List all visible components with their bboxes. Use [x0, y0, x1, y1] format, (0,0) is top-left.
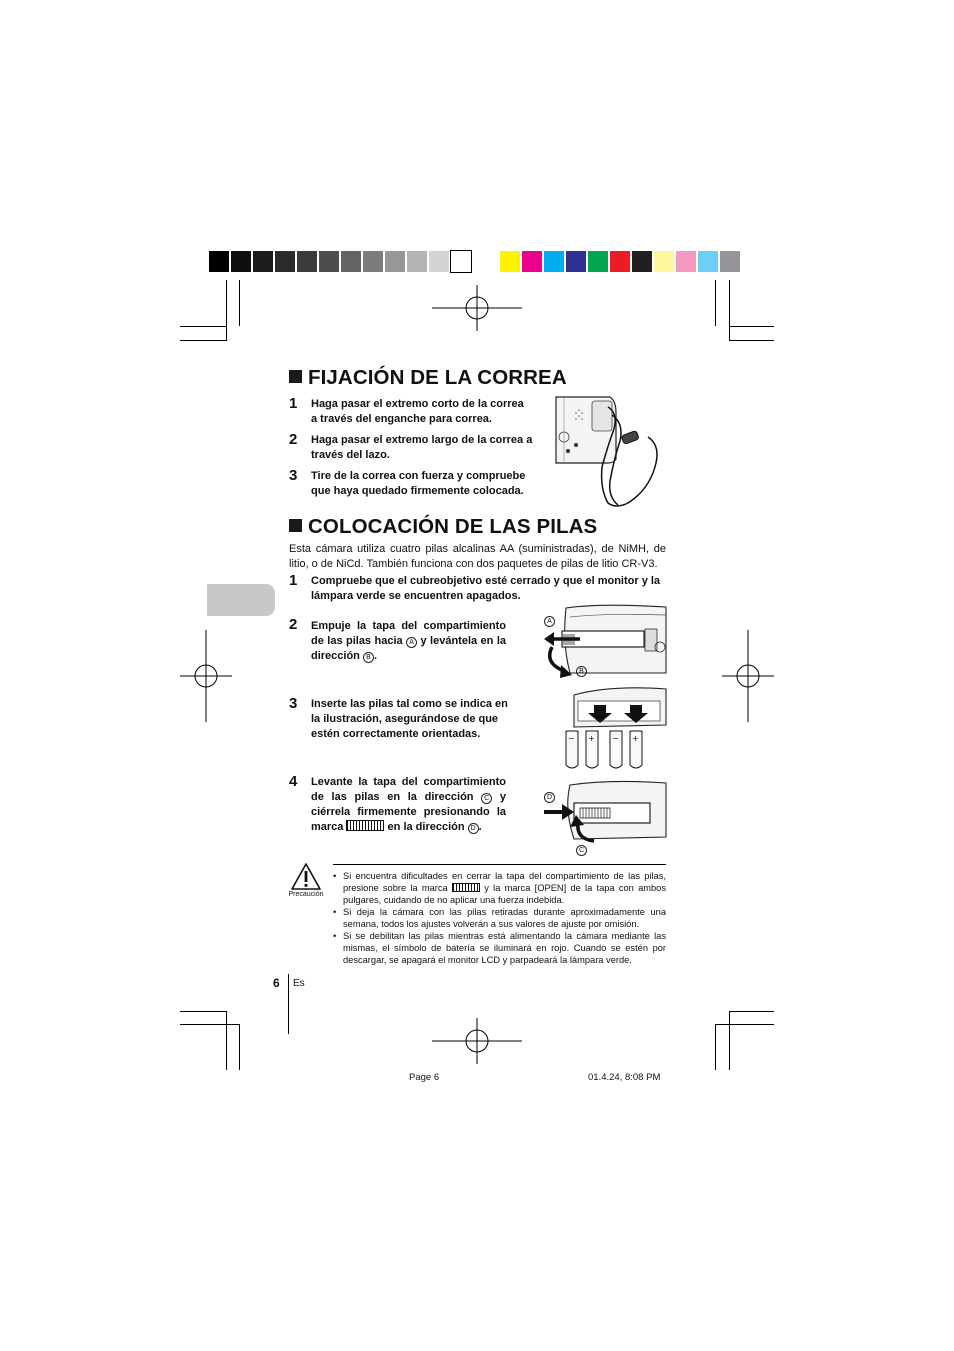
gray-swatch [407, 251, 427, 272]
gray-swatch [209, 251, 229, 272]
strap-step-2-text: Haga pasar el extremo largo de la correa a través del lazo. [311, 434, 533, 461]
label-a: A [544, 616, 555, 627]
battery-step-2-text: Empuje la tapa del compartimiento de las pilas hacia A y levántela en la dirección B . [311, 620, 506, 662]
label-d: D [544, 792, 555, 803]
step-number: 2 [289, 431, 298, 448]
color-swatch [500, 251, 520, 272]
color-swatch [610, 251, 630, 272]
step-number: 2 [289, 616, 298, 633]
step-number: 4 [289, 773, 298, 790]
battery-step-3-text: Inserte las pilas tal como se indica en la ilustración, asegurándose de que estén correctamente orientadas. [311, 698, 508, 740]
gray-swatch [231, 251, 251, 272]
section-title-batteries: COLOCACIÓN DE LAS PILAS [289, 515, 597, 539]
page-number-rule [288, 974, 289, 1034]
gray-swatch [451, 251, 471, 272]
gray-swatch [363, 251, 383, 272]
side-tab [207, 584, 275, 616]
footer-date: 01.4.24, 8:08 PM [588, 1072, 661, 1083]
gray-swatch [429, 251, 449, 272]
caution-divider [333, 864, 666, 865]
svg-text:+: + [588, 734, 595, 743]
square-bullet-icon [289, 519, 302, 532]
color-swatch [720, 251, 740, 272]
caution-label: Precaución [288, 891, 324, 898]
label-b: B [363, 652, 374, 663]
gray-swatch [253, 251, 273, 272]
camera-strap-illustration [552, 393, 667, 513]
caution-note: • Si encuentra dificultades en cerrar la tapa del compartimiento de las pilas, presione sobre la marca y la marca [OPEN] de la tapa con ambos pulgares, cuidando de no aplicar una fuerza indebida. [333, 870, 666, 906]
label-b: B [576, 666, 587, 677]
caution-notes [333, 870, 666, 966]
color-swatch [654, 251, 674, 272]
label-c: C [576, 845, 587, 856]
press-mark-icon [346, 820, 384, 831]
step-number: 3 [289, 695, 298, 712]
registration-mark-top [432, 285, 522, 331]
registration-mark-right [722, 630, 774, 722]
step-number: 3 [289, 467, 298, 484]
svg-text:−: − [568, 734, 575, 743]
press-mark-icon [452, 883, 480, 892]
battery-cover-close-illustration [540, 779, 666, 847]
strap-step-3-text: Tire de la correa con fuerza y compruebe que haya quedado firmemente colocada. [311, 470, 526, 497]
color-swatch [522, 251, 542, 272]
section-title-strap: FIJACIÓN DE LA CORREA [289, 366, 567, 390]
registration-mark-bottom [432, 1018, 522, 1064]
svg-text:−: − [612, 734, 619, 743]
warning-icon [291, 863, 321, 890]
label-d: D [468, 823, 479, 834]
color-swatch [698, 251, 718, 272]
registration-mark-left [180, 630, 232, 722]
step-number: 1 [289, 395, 298, 412]
page-number: 6 [273, 976, 280, 990]
square-bullet-icon [289, 370, 302, 383]
battery-step-1-text: Compruebe que el cubreobjetivo esté cerrado y que el monitor y la lámpara verde se encuentren apagados. [311, 575, 661, 602]
step-number: 1 [289, 572, 298, 589]
gray-swatch [297, 251, 317, 272]
battery-cover-open-illustration [540, 603, 666, 683]
gray-swatch [385, 251, 405, 272]
caution-note: • Si deja la cámara con las pilas retiradas durante aproximadamente una semana, todos los ajustes volverán a sus valores de ajuste por omisión. [333, 906, 666, 930]
footer-page: Page 6 [409, 1072, 440, 1083]
language-label: Es [293, 978, 305, 989]
batteries-intro: Esta cámara utiliza cuatro pilas alcalinas AA (suministradas), de NiMH, de litio, o de NiCd. También funciona con dos paquetes de pilas de litio CR-V3. [289, 543, 666, 570]
color-swatch [588, 251, 608, 272]
strap-step-1-text: Haga pasar el extremo corto de la correa a través del enganche para correa. [311, 398, 524, 425]
caution-note: • Si se debilitan las pilas mientras está alimentando la cámara mediante las mismas, el símbolo de batería se iluminará en rojo. Cuando se estén por descargar, se apagará el monitor LCD y parpadeará la lámpara verde. [333, 930, 666, 966]
color-swatch [566, 251, 586, 272]
battery-insert-illustration [560, 683, 666, 771]
color-swatch [632, 251, 652, 272]
label-a: A [406, 637, 417, 648]
svg-text:+: + [632, 734, 639, 743]
color-swatch [676, 251, 696, 272]
gray-swatch [319, 251, 339, 272]
label-c: C [481, 793, 492, 804]
battery-step-4-text: Levante la tapa del compartimiento de las pilas en la dirección C y ciérrela firmemente presionando la marca en la dirección D . [311, 776, 507, 833]
gray-swatch [275, 251, 295, 272]
gray-swatch [341, 251, 361, 272]
color-swatch [544, 251, 564, 272]
